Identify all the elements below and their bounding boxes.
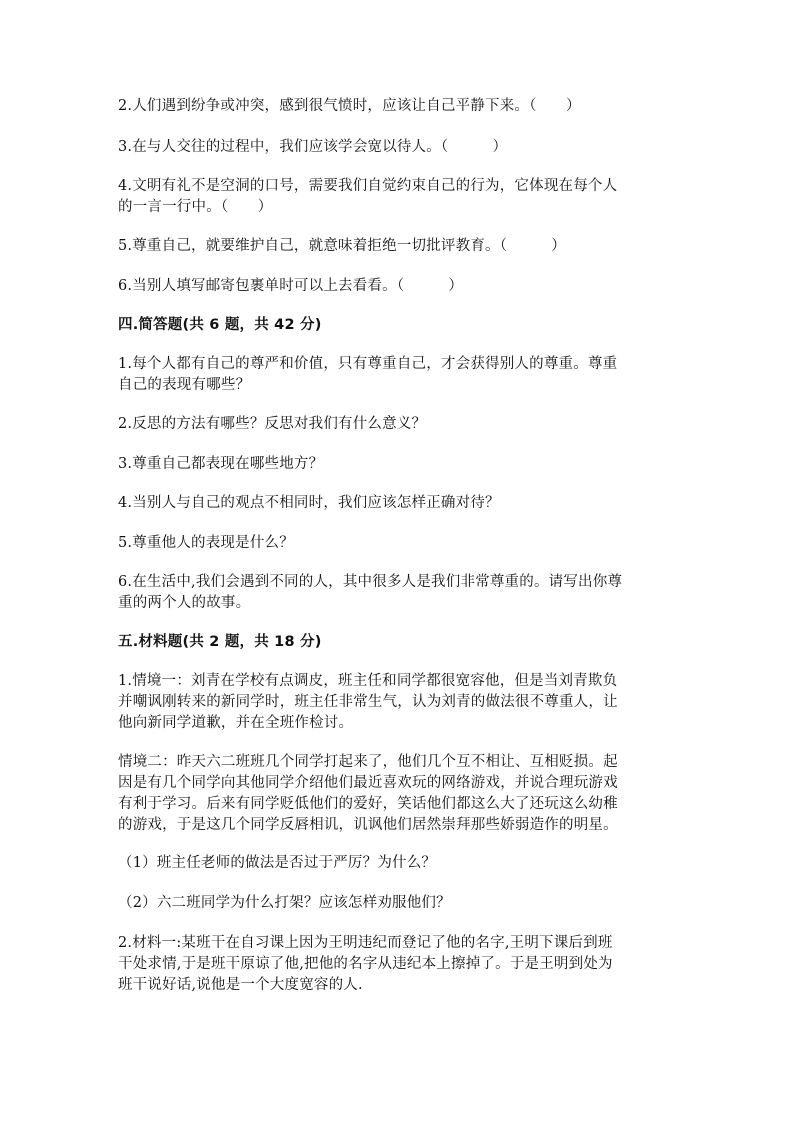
section4-title: 四.简答题(共 6 题，共 42 分) (118, 317, 322, 333)
section5-scenario2-line2: 因是有几个同学向其他同学介绍他们最近喜欢玩的网络游戏，并说合理玩游戏 (118, 775, 618, 791)
section5-title: 五.材料题(共 2 题，共 18 分) (118, 634, 322, 650)
section4-q2: 2.反思的方法有哪些？反思对我们有什么意义？ (118, 416, 427, 432)
judgment-item-2: 2.人们遇到纷争或冲突，感到很气愤时，应该让自己平静下来。（ ） (118, 98, 581, 114)
judgment-item-3: 3.在与人交往的过程中，我们应该学会宽以待人。（ ） (118, 139, 508, 155)
section5-q1-line2: 并嘲讽刚转来的新同学时，班主任非常生气，认为刘青的做法很不尊重人，让 (118, 694, 618, 710)
section5-subq1: （1）班主任老师的做法是否过于严厉？为什么？ (118, 855, 437, 871)
section4-q1-line2: 自己的表现有哪些？ (118, 377, 251, 393)
section4-q1-line1: 1.每个人都有自己的尊严和价值，只有尊重自己，才会获得别人的尊重。尊重 (118, 356, 618, 372)
section5-subq2: （2）六二班同学为什么打架？应该怎样劝服他们？ (118, 895, 451, 911)
section5-q1-line3: 他向新同学道歉，并在全班作检讨。 (118, 715, 354, 731)
section5-q2-line2: 干处求情,于是班干原谅了他,把他的名字从违纪本上擦掉了。于是王明到处为 (118, 956, 613, 972)
section4-q5: 5.尊重他人的表现是什么？ (118, 535, 294, 551)
section4-q6-line1: 6.在生活中,我们会遇到不同的人，其中很多人是我们非常尊重的。请写出你尊 (118, 574, 623, 590)
section4-q4: 4.当别人与自己的观点不相同时，我们应该怎样正确对待？ (118, 495, 500, 511)
judgment-item-5: 5.尊重自己，就要维护自己，就意味着拒绝一切批评教育。（ ） (118, 238, 566, 254)
section4-q6-line2: 重的两个人的故事。 (118, 595, 251, 611)
section5-scenario2-line4: 的游戏，于是这几个同学反唇相讥，讥讽他们居然崇拜那些娇弱造作的明星。 (118, 817, 618, 833)
section5-q2-line1: 2.材料一:某班干在自习课上因为王明违纪而登记了他的名字,王明下课后到班 (118, 935, 613, 951)
judgment-item-6: 6.当别人填写邮寄包裹单时可以上去看看。（ ） (118, 278, 464, 294)
judgment-item-4-line1: 4.文明有礼不是空洞的口号，需要我们自觉约束自己的行为，它体现在每个人 (118, 178, 618, 194)
judgment-item-4-line2: 的一言一行中。（ ） (118, 199, 273, 215)
section5-q1-line1: 1.情境一：刘青在学校有点调皮，班主任和同学都很宽容他，但是当刘青欺负 (118, 673, 618, 689)
section5-scenario2-line3: 有利于学习。后来有同学贬低他们的爱好，笑话他们都这么大了还玩这么幼稚 (118, 796, 618, 812)
section5-scenario2-line1: 情境二：昨天六二班班几个同学打起来了，他们几个互不相让、互相贬损。起 (118, 754, 618, 770)
section5-q2-line3: 班干说好话,说他是一个大度宽容的人. (118, 977, 363, 993)
section4-q3: 3.尊重自己都表现在哪些地方？ (118, 456, 324, 472)
